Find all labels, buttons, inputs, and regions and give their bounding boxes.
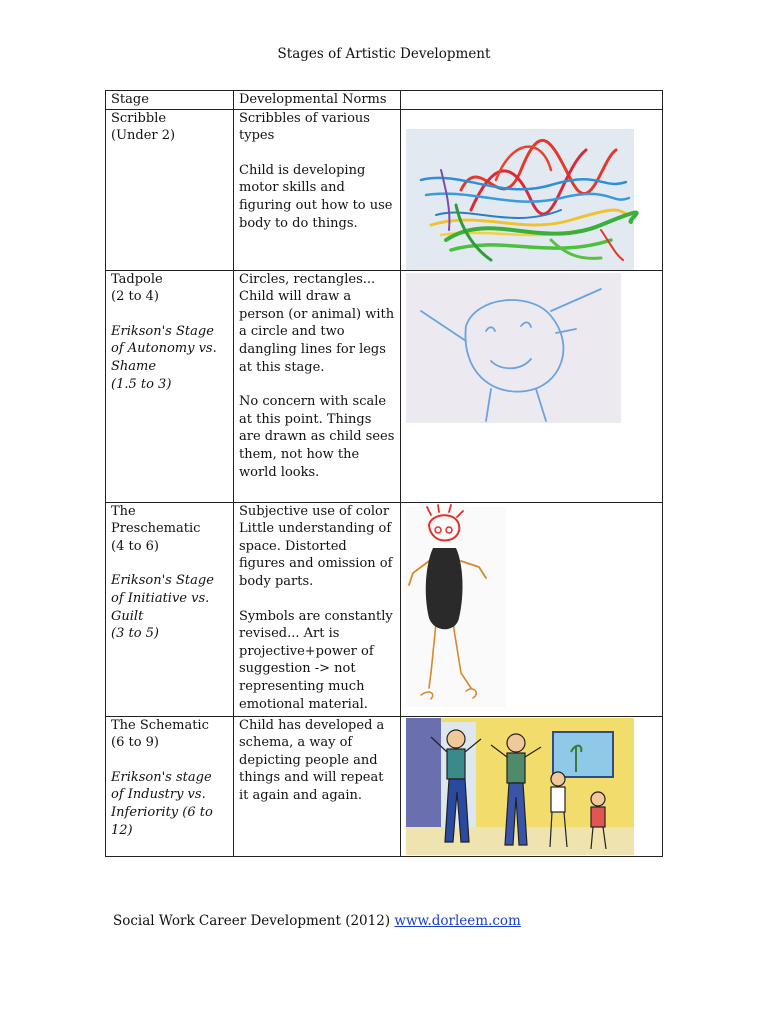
table-row	[106, 270, 663, 502]
stage-name: Tadpole	[111, 271, 163, 287]
footer-text: Social Work Career Development (2012)	[113, 913, 395, 929]
norms-text: Child is developing motor skills and figuring out how to use body to do things.	[239, 162, 393, 231]
stage-name: The Preschematic	[111, 503, 201, 537]
norms-text: No concern with scale at this point. Things are drawn as child sees them, not how the world looks.	[239, 394, 395, 480]
stage-ages: (Under 2)	[111, 128, 176, 144]
image-cell	[401, 716, 663, 856]
tadpole-drawing	[401, 271, 663, 502]
preschematic-drawing	[401, 503, 663, 716]
schematic-drawing	[401, 717, 663, 856]
norms-cell	[234, 109, 401, 270]
stage-cell	[106, 716, 234, 856]
image-cell	[401, 502, 663, 716]
norms-cell	[234, 716, 401, 856]
norms-text: Scribbles of various types	[239, 110, 370, 144]
stage-ages: (4 to 6)	[111, 538, 160, 554]
erikson-stage: Erikson's stage of Industry vs. Inferiority (6 to 12)	[111, 769, 213, 838]
footer-link[interactable]: www.dorleem.com	[394, 913, 521, 929]
header-image	[401, 91, 663, 110]
norms-text: Symbols are constantly revised... Art is projective+power of suggestion -> not representing much emotional material.	[239, 608, 393, 712]
table-row	[106, 109, 663, 270]
stage-name: Scribble	[111, 110, 167, 126]
table-row	[106, 716, 663, 856]
norms-text: Circles, rectangles... Child will draw a person (or animal) with a circle and two dangling lines for legs at this stage.	[239, 271, 395, 375]
stage-cell	[106, 502, 234, 716]
stage-name: The Schematic	[111, 717, 209, 733]
document-title: Stages of Artistic Development	[277, 46, 491, 62]
stages-table	[105, 90, 663, 857]
erikson-ages: (3 to 5)	[111, 626, 160, 642]
table-row	[106, 502, 663, 716]
stage-ages: (2 to 4)	[111, 289, 160, 305]
footer	[113, 913, 521, 929]
table-header-row	[106, 91, 663, 110]
erikson-stage: Erikson's Stage of Autonomy vs. Shame	[111, 323, 217, 374]
image-cell	[401, 270, 663, 502]
norms-cell	[234, 270, 401, 502]
erikson-stage: Erikson's Stage of Initiative vs. Guilt	[111, 573, 214, 624]
norms-text: Subjective use of color Little understanding of space. Distorted figures and omission of body parts.	[239, 503, 393, 589]
stage-cell	[106, 109, 234, 270]
norms-text: Child has developed a schema, a way of depicting people and things and will repeat it again and again.	[239, 717, 385, 803]
stage-ages: (6 to 9)	[111, 735, 160, 751]
header-stage: Stage	[106, 91, 234, 110]
erikson-ages: (1.5 to 3)	[111, 376, 172, 392]
image-cell	[401, 109, 663, 270]
norms-cell	[234, 502, 401, 716]
scribble-drawing	[401, 110, 663, 270]
header-norms: Developmental Norms	[234, 91, 401, 110]
stage-cell	[106, 270, 234, 502]
